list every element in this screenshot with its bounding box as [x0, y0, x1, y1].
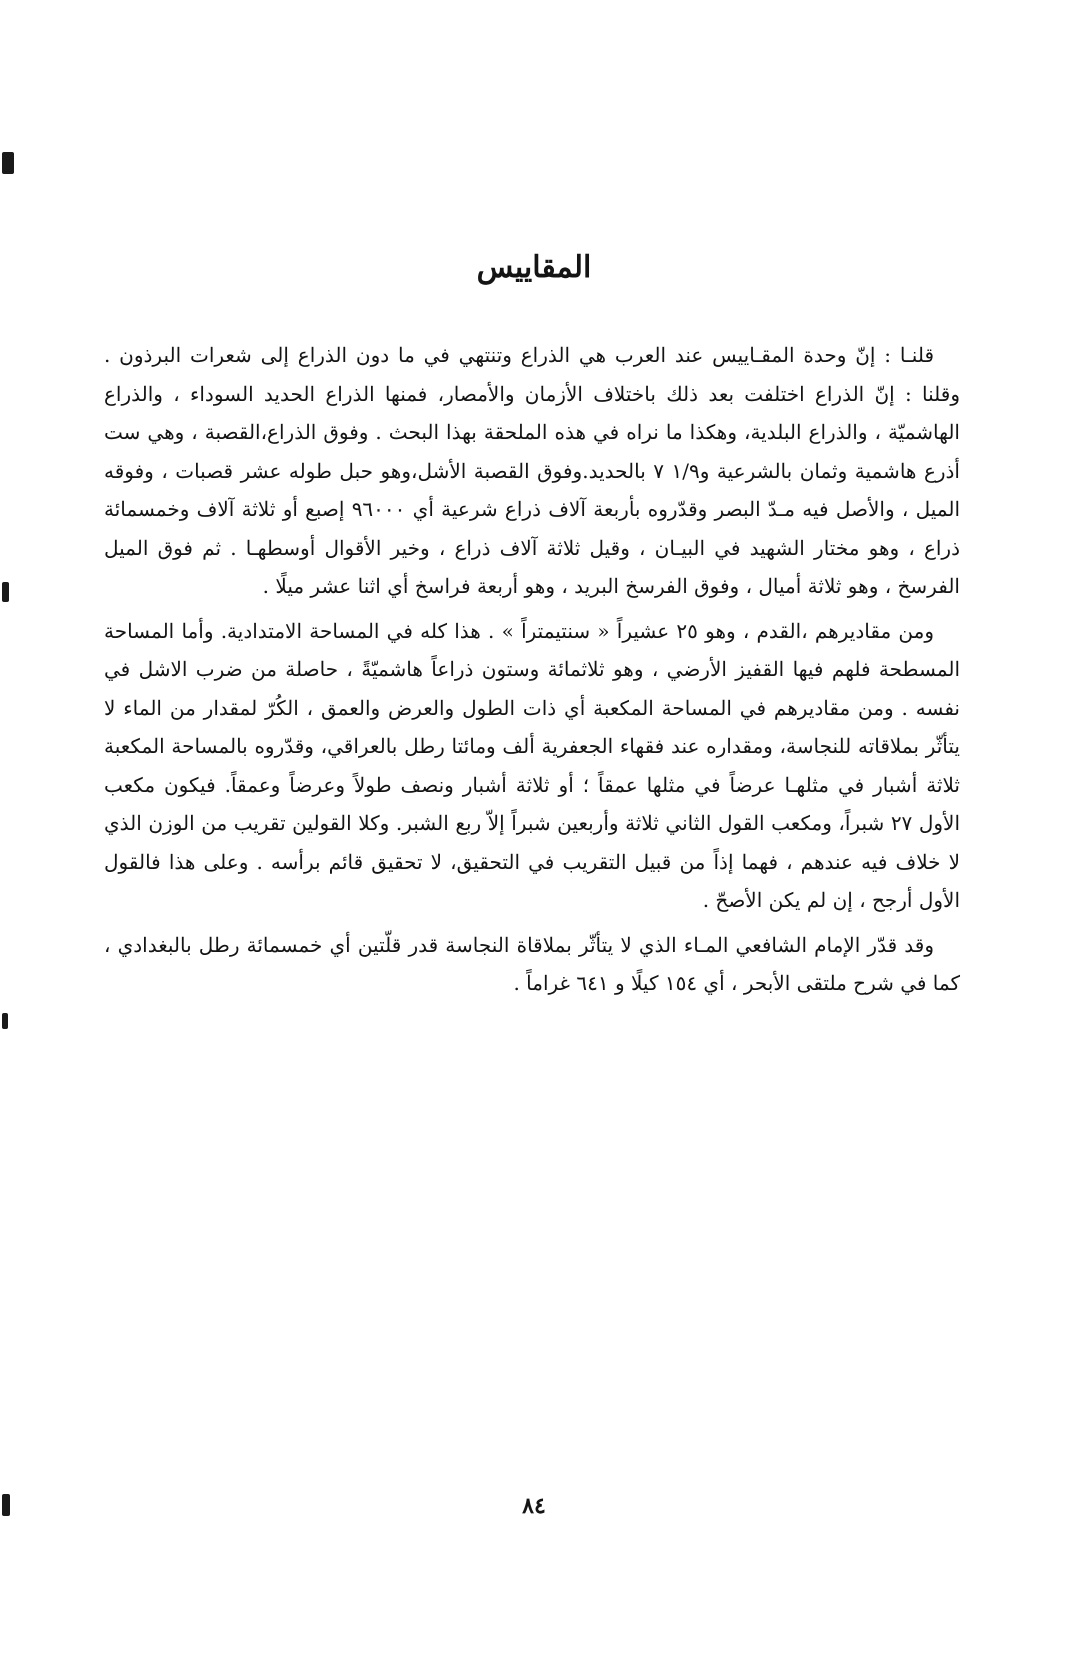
- page-number: ٨٤: [522, 1493, 546, 1519]
- paragraph-shafii-estimate: وقد قدّر الإمام الشافعي المـاء الذي لا يتأثّر بملاقاة النجاسة قدر قلّتين أي خمسمائة رطل بالبغدادي ، كما في شرح ملتقى الأبحر ، أي ١٥٤ كيلًا و ٦٤١ غراماً .: [104, 932, 960, 995]
- paragraph-area-and-volume: ومن مقاديرهم ،القدم ، وهو ٢٥ عشيراً « سنتيمتراً » . هذا كله في المساحة الامتدادية. وأما المساحة المسطحة فلهم فيها القفيز الأرضي ، وهو ثلاثمائة وستون ذراعاً هاشميّةً ، حاصلة من ضرب الاشل في نفسه . ومن مقاديرهم في المساحة المكعبة أي ذات الطول والعرض والعمق ، الكُرّ لمقدار من الماء لا يتأثّر بملاقاته للنجاسة، ومقداره عند فقهاء الجعفرية ألف ومائتا رطل بالعراقي، وقدّروه بالمساحة المكعبة ثلاثة أشبار في مثلهـا عرضاً في مثلها عمقاً ؛ أو ثلاثة أشبار ونصف طولاً وعرضاً وعمقاً. فيكون مكعب الأول ٢٧ شبراً، ومكعب القول الثاني ثلاثة وأربعين شبراً إلاّ ربع الشبر. وكلا القولين تقريب من الوزن الذي لا خلاف فيه عندهم ، فهما إذاً من قبيل التقريب في التحقيق، لا تحقيق قائم برأسه . وعلى هذا فالقول الأول أرجح ، إن لم يكن الأصحّ .: [104, 618, 960, 912]
- paragraph-units-of-length: قلنـا : إنّ وحدة المقـاييس عند العرب هي الذراع وتنتهي في ما دون الذراع إلى شعرات البرذون . وقلنا : إنّ الذراع اختلفت بعد ذلك باختلاف الأزمان والأمصار، فمنها الذراع الحديد السوداء ، والذراع الهاشميّة ، والذراع البلدية، وهكذا ما نراه في هذه الملحقة بهذا البحث . وفوق الذراع،القصبة ، وهي ست أذرع هاشمية وثمان بالشرعية و١/٩ ٧ بالحديد.وفوق القصبة الأشل،وهو حبل طوله عشر قصبات ، وفوقه الميل ، والأصل فيه مـدّ البصر وقدّروه بأربعة آلاف ذراع شرعية أي ٩٦٠٠٠ إصبع أو ثلاثة آلاف وخمسمائة ذراع ، وهو مختار الشهيد في البيـان ، وقيل ثلاثة آلاف ذراع ، وخير الأقوال أوسطهـا . ثم فوق الميل الفرسخ ، وهو ثلاثة أميال ، وفوق الفرسخ البريد ، وهو أربعة فراسخ أي اثنا عشر ميلًا .: [104, 343, 961, 598]
- scan-edge-mark: [2, 1013, 8, 1029]
- body-text: [104, 336, 960, 1009]
- page-title: المقاييس: [476, 250, 592, 285]
- scan-edge-mark: [2, 582, 9, 602]
- scan-edge-mark: [2, 152, 14, 174]
